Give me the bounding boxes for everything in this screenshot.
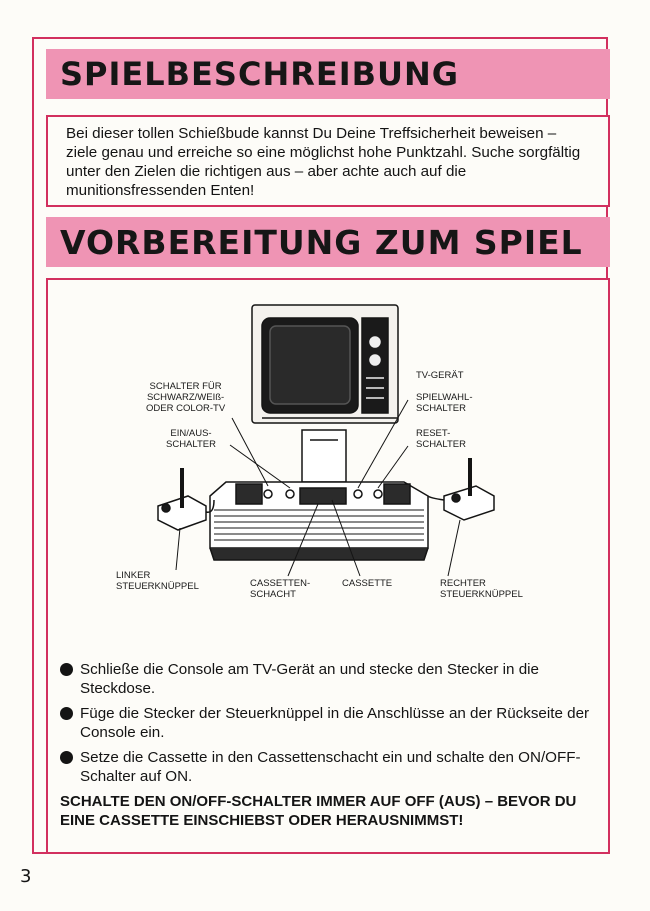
label-cassetten-schacht: CASSETTEN- SCHACHT [250, 578, 311, 600]
label-schalter-fuer: SCHALTER FÜR SCHWARZ/WEIß- ODER COLOR-TV [146, 381, 226, 414]
label-tv-geraet: TV-GERÄT [416, 370, 464, 381]
list-item: Setze die Cassette in den Cassettenschacht ein und schalte den ON/OFF-Schalter auf ON. [60, 748, 600, 786]
section-title-description: SPIELBESCHREIBUNG [60, 55, 460, 93]
label-rechter: RECHTER STEUERKNÜPPEL [440, 578, 523, 600]
list-item: Schließe die Console am TV-Gerät an und stecke den Stecker in die Steckdose. [60, 660, 600, 698]
warning-text: SCHALTE DEN ON/OFF-SCHALTER IMMER AUF OFF (AUS) – BEVOR DU EINE CASSETTE EINSCHIEBST ODER HERAUSNIMMST! [60, 793, 577, 829]
label-ein-aus: EIN/AUS- SCHALTER [166, 428, 216, 450]
label-linker: LINKER STEUERKNÜPPEL [116, 570, 199, 592]
section-title-preparation: VORBEREITUNG ZUM SPIEL [60, 223, 583, 262]
label-reset: RESET- SCHALTER [416, 428, 466, 450]
list-item: Füge die Stecker der Steuerknüppel in die Anschlüsse an der Rückseite der Console ein. [60, 704, 600, 742]
page-number: 3 [20, 866, 32, 887]
bullet-icon [60, 707, 73, 720]
instruction-list [60, 660, 600, 792]
label-cassette: CASSETTE [342, 578, 393, 589]
label-spielwahl: SPIELWAHL- SCHALTER [416, 392, 473, 414]
description-text: Bei dieser tollen Schießbude kannst Du Deine Treffsicherheit beweisen – ziele genau und erreiche so eine möglichst hohe Punktzahl. Suche sorgfältig unter den Zielen die richtigen aus – aber achte auch auf die munitionsfressenden Enten! [66, 125, 581, 199]
bullet-icon [60, 751, 73, 764]
cassette-icon [302, 430, 346, 482]
bullet-icon [60, 663, 73, 676]
